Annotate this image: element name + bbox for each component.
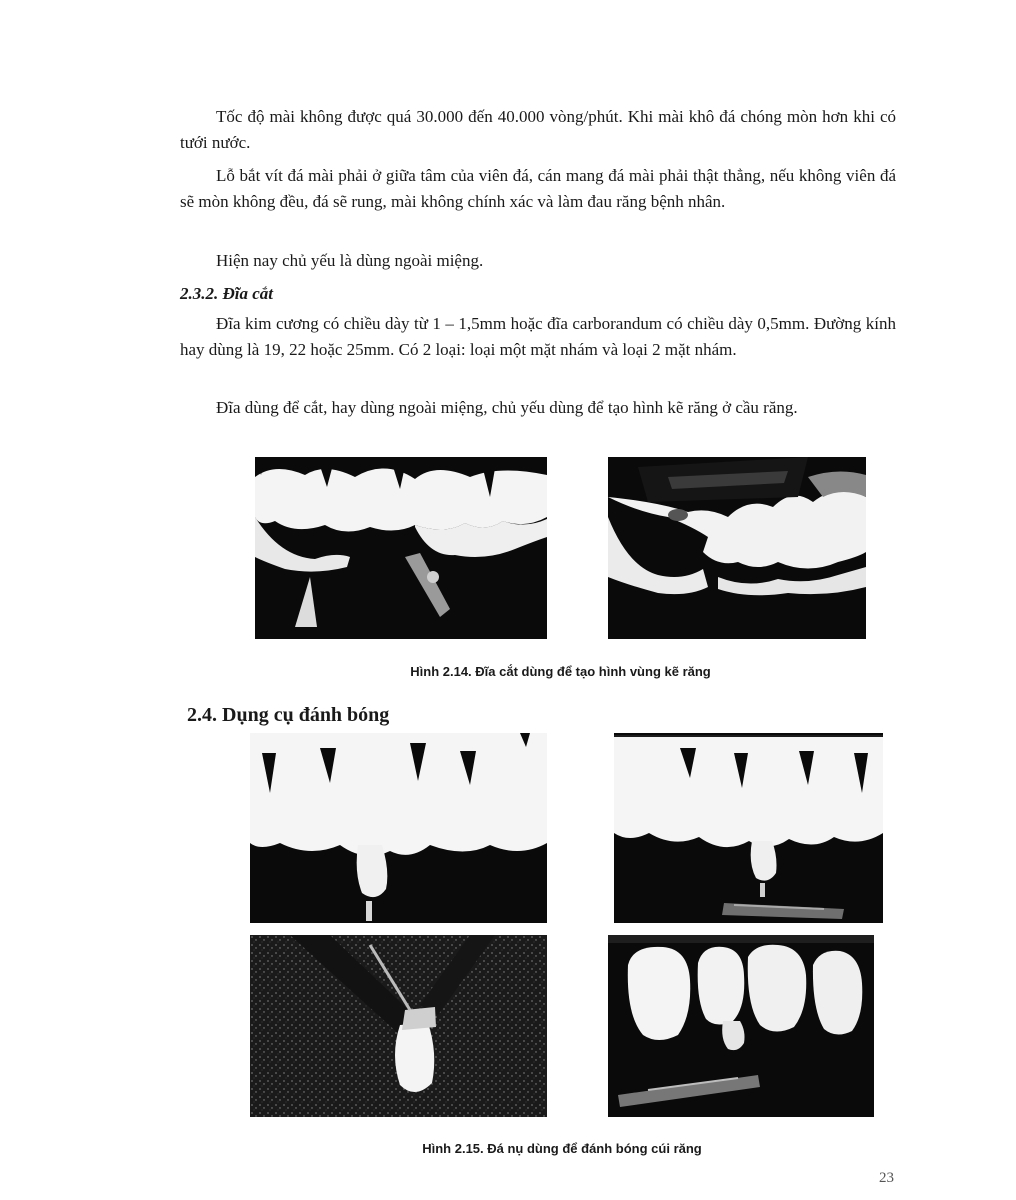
- paragraph-2: [180, 163, 896, 215]
- paragraph-4-text: Đĩa kim cương có chiều dày từ 1 – 1,5mm hoặc đĩa carborandum có chiều dày 0,5mm. Đường kính hay dùng là 19, 22 hoặc 25mm. Có 2 loại: loại một mặt nhám và loại 2 mặt nhám.: [180, 314, 896, 359]
- figure-2-15-top-left-photo: [250, 733, 547, 923]
- paragraph-5-text: Đĩa dùng để cắt, hay dùng ngoài miệng, chủ yếu dùng để tạo hình kẽ răng ở cầu răng.: [216, 398, 798, 417]
- figure-2-14-caption: Hình 2.14. Đĩa cắt dùng để tạo hình vùng kẽ răng: [410, 664, 711, 679]
- paragraph-4: [180, 311, 896, 363]
- figure-2-14-right-photo: [608, 457, 866, 639]
- teeth-cutting-disc-photo-left: [255, 457, 547, 639]
- paragraph-3-text: Hiện nay chủ yếu là dùng ngoài miệng.: [216, 251, 484, 270]
- section-heading: 2.4. Dụng cụ đánh bóng: [187, 704, 390, 726]
- page-number: 23: [879, 1170, 894, 1186]
- polishing-stone-photo-2: [614, 733, 883, 923]
- figure-2-15-top-right-photo: [614, 733, 883, 923]
- figure-2-15-bottom-right-photo: [608, 935, 874, 1117]
- polishing-stone-photo-3: [250, 935, 547, 1117]
- polishing-stone-photo-4: [608, 935, 874, 1117]
- figure-2-14-left-photo: [255, 457, 547, 639]
- paragraph-1: [180, 104, 896, 156]
- paragraph-1-text: Tốc độ mài không được quá 30.000 đến 40.000 vòng/phút. Khi mài khô đá chóng mòn hơn khi có tưới nước.: [180, 107, 896, 152]
- figure-2-15-bottom-left-photo: [250, 935, 547, 1117]
- figure-2-15-caption: Hình 2.15. Đá nụ dùng để đánh bóng cúi răng: [422, 1141, 702, 1156]
- paragraph-2-text: Lỗ bắt vít đá mài phải ở giữa tâm của viên đá, cán mang đá mài phải thật thẳng, nếu không viên đá sẽ mòn không đều, đá sẽ rung, mài không chính xác và làm đau răng bệnh nhân.: [180, 166, 896, 211]
- polishing-stone-photo-1: [250, 733, 547, 923]
- teeth-cutting-disc-photo-right: [608, 457, 866, 639]
- paragraph-5: [180, 395, 896, 421]
- subsection-heading: 2.3.2. Đĩa cắt: [180, 284, 274, 303]
- paragraph-3: [180, 248, 896, 274]
